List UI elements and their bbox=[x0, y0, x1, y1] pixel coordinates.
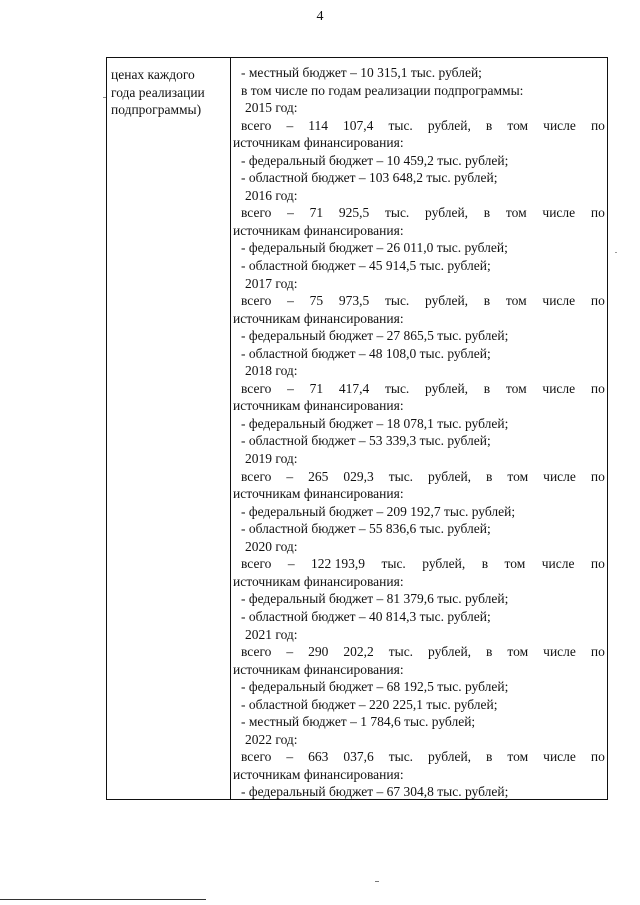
total-line-word: том bbox=[505, 205, 527, 221]
text-line: - областной бюджет – 48 108,0 тыс. рублей; bbox=[241, 345, 491, 361]
total-line-word: по bbox=[590, 556, 605, 572]
total-line-word: 202,2 bbox=[343, 644, 374, 660]
text-line: источникам финансирования: bbox=[233, 222, 404, 238]
total-line-word: 122 193,9 bbox=[311, 556, 366, 572]
total-line-word: в bbox=[483, 205, 491, 221]
total-line-word: том bbox=[504, 556, 526, 572]
total-line-word: числе bbox=[543, 468, 576, 484]
total-line-word: том bbox=[505, 293, 527, 309]
year-heading: 2019 год: bbox=[245, 451, 298, 467]
total-line-word: числе bbox=[543, 749, 576, 765]
year-heading: 2015 год: bbox=[245, 100, 298, 116]
total-line bbox=[231, 292, 607, 310]
text-line: - федеральный бюджет – 68 192,5 тыс. рублей; bbox=[241, 679, 509, 695]
year-heading: 2022 год: bbox=[245, 731, 298, 747]
total-line-word: числе bbox=[541, 556, 575, 572]
total-line-word: 71 bbox=[309, 205, 324, 221]
total-line-word: рублей, bbox=[428, 644, 472, 660]
total-line bbox=[231, 117, 607, 135]
total-line-word: – bbox=[287, 380, 294, 396]
total-line-word: в bbox=[486, 644, 493, 660]
total-line-word: 973,5 bbox=[338, 293, 370, 309]
total-line-word: тыс. bbox=[388, 644, 414, 660]
total-line-word: всего bbox=[241, 117, 272, 133]
text-line: источникам финансирования: bbox=[233, 661, 404, 677]
total-line-word: том bbox=[507, 749, 529, 765]
total-line-word: в bbox=[483, 293, 491, 309]
total-line-word: по bbox=[590, 749, 605, 765]
total-line-word: – bbox=[287, 205, 294, 221]
page-number: 4 bbox=[316, 9, 324, 24]
text-line: источникам финансирования: bbox=[233, 398, 404, 414]
total-line-word: – bbox=[286, 749, 294, 765]
text-line: - федеральный бюджет – 26 011,0 тыс. рублей; bbox=[241, 240, 508, 256]
total-line-word: рублей, bbox=[425, 205, 469, 221]
year-heading: 2016 год: bbox=[245, 187, 298, 203]
total-line-word: 925,5 bbox=[338, 205, 370, 221]
total-line-word: тыс. bbox=[388, 117, 413, 133]
total-line bbox=[231, 643, 607, 661]
text-line: - федеральный бюджет – 10 459,2 тыс. рублей; bbox=[241, 152, 509, 168]
total-line-word: числе bbox=[542, 380, 576, 396]
text-line: - областной бюджет – 53 339,3 тыс. рублей; bbox=[241, 433, 491, 449]
text-line: - областной бюджет – 40 814,3 тыс. рублей; bbox=[241, 608, 491, 624]
total-line-word: по bbox=[590, 293, 605, 309]
total-line-word: тыс. bbox=[388, 468, 414, 484]
total-line-word: всего bbox=[241, 205, 272, 221]
left-column-line: ценах каждого bbox=[111, 67, 195, 82]
total-line-word: по bbox=[590, 117, 605, 133]
text-line: - областной бюджет – 55 836,6 тыс. рублей; bbox=[241, 521, 491, 537]
footer-rule bbox=[0, 899, 206, 900]
total-line bbox=[231, 380, 607, 398]
scan-speck bbox=[615, 252, 617, 253]
left-column-line: подпрограммы) bbox=[111, 102, 202, 118]
total-line-word: рублей, bbox=[422, 556, 466, 572]
total-line-word: числе bbox=[543, 644, 576, 660]
total-line-word: числе bbox=[543, 117, 576, 133]
year-heading: 2017 год: bbox=[245, 275, 298, 291]
total-line-word: всего bbox=[241, 644, 272, 660]
total-line-word: по bbox=[590, 205, 605, 221]
total-line-word: числе bbox=[542, 205, 576, 221]
total-line-word: том bbox=[507, 644, 529, 660]
total-line-word: 71 bbox=[309, 380, 324, 396]
text-line: источникам финансирования: bbox=[233, 766, 404, 782]
text-line: - федеральный бюджет – 209 192,7 тыс. рублей; bbox=[241, 503, 516, 519]
year-heading: 2018 год: bbox=[245, 363, 298, 379]
total-line-word: в bbox=[485, 117, 493, 133]
total-line-word: 663 bbox=[308, 749, 329, 765]
table-right-column bbox=[231, 58, 607, 799]
total-line-word: в bbox=[481, 556, 489, 572]
total-line-word: числе bbox=[542, 293, 576, 309]
total-line-word: 107,4 bbox=[343, 117, 374, 133]
total-line-word: всего bbox=[241, 380, 272, 396]
year-heading: 2021 год: bbox=[245, 626, 298, 642]
total-line-word: тыс. bbox=[381, 556, 406, 572]
text-line: - федеральный бюджет – 27 865,5 тыс. рублей; bbox=[241, 328, 509, 344]
text-line: источникам финансирования: bbox=[233, 310, 404, 326]
year-heading: 2020 год: bbox=[245, 538, 298, 554]
total-line-word: – bbox=[287, 293, 294, 309]
total-line-word: – bbox=[286, 117, 294, 133]
total-line-word: всего bbox=[241, 293, 272, 309]
text-line: - федеральный бюджет – 81 379,6 тыс. рублей; bbox=[241, 591, 509, 607]
total-line-word: всего bbox=[241, 556, 272, 572]
total-line bbox=[231, 555, 607, 573]
total-line-word: 290 bbox=[308, 644, 329, 660]
total-line-word: всего bbox=[241, 468, 272, 484]
total-line-word: – bbox=[287, 556, 295, 572]
text-line: - местный бюджет – 10 315,1 тыс. рублей; bbox=[241, 65, 482, 80]
total-line-word: том bbox=[507, 468, 529, 484]
text-line: - областной бюджет – 103 648,2 тыс. рублей; bbox=[241, 170, 498, 186]
total-line-word: по bbox=[590, 380, 605, 396]
total-line-word: по bbox=[590, 468, 605, 484]
total-line-word: рублей, bbox=[425, 380, 469, 396]
total-line bbox=[231, 204, 607, 222]
text-line: - федеральный бюджет – 18 078,1 тыс. рублей; bbox=[241, 415, 509, 431]
total-line-word: 029,3 bbox=[343, 468, 374, 484]
total-line-word: 265 bbox=[308, 468, 329, 484]
total-line-word: тыс. bbox=[384, 380, 410, 396]
total-line-word: – bbox=[286, 644, 294, 660]
total-line-word: том bbox=[507, 117, 529, 133]
total-line-word: тыс. bbox=[384, 205, 410, 221]
total-line bbox=[231, 748, 607, 766]
text-line: - федеральный бюджет – 67 304,8 тыс. рублей; bbox=[241, 784, 509, 800]
total-line-word: по bbox=[590, 644, 605, 660]
total-line-word: – bbox=[286, 468, 294, 484]
total-line-word: рублей, bbox=[425, 293, 469, 309]
total-line-word: тыс. bbox=[388, 749, 414, 765]
total-line-word: в bbox=[486, 749, 493, 765]
total-line-word: рублей, bbox=[428, 749, 472, 765]
total-line-word: 037,6 bbox=[343, 749, 374, 765]
scan-speck bbox=[103, 97, 106, 98]
left-column-line: года реализации bbox=[111, 84, 205, 100]
scan-speck bbox=[375, 881, 379, 882]
total-line-word: 75 bbox=[309, 293, 324, 309]
total-line-word: том bbox=[505, 380, 527, 396]
total-line-word: в bbox=[486, 468, 493, 484]
total-line bbox=[231, 468, 607, 486]
text-line: источникам финансирования: bbox=[233, 573, 404, 589]
total-line-word: рублей, bbox=[428, 468, 472, 484]
budget-table bbox=[106, 57, 608, 800]
text-line: - областной бюджет – 45 914,5 тыс. рублей; bbox=[241, 258, 491, 274]
total-line-word: рублей, bbox=[427, 117, 471, 133]
total-line-word: 417,4 bbox=[338, 380, 370, 396]
text-line: в том числе по годам реализации подпрограммы: bbox=[241, 82, 524, 98]
text-line: источникам финансирования: bbox=[233, 135, 404, 151]
total-line-word: всего bbox=[241, 749, 272, 765]
total-line-word: в bbox=[483, 380, 491, 396]
text-line: - областной бюджет – 220 225,1 тыс. рублей; bbox=[241, 696, 498, 712]
text-line: - местный бюджет – 1 784,6 тыс. рублей; bbox=[241, 714, 476, 730]
table-left-column bbox=[107, 58, 231, 799]
total-line-word: 114 bbox=[308, 117, 328, 133]
text-line: источникам финансирования: bbox=[233, 486, 404, 502]
total-line-word: тыс. bbox=[384, 293, 410, 309]
